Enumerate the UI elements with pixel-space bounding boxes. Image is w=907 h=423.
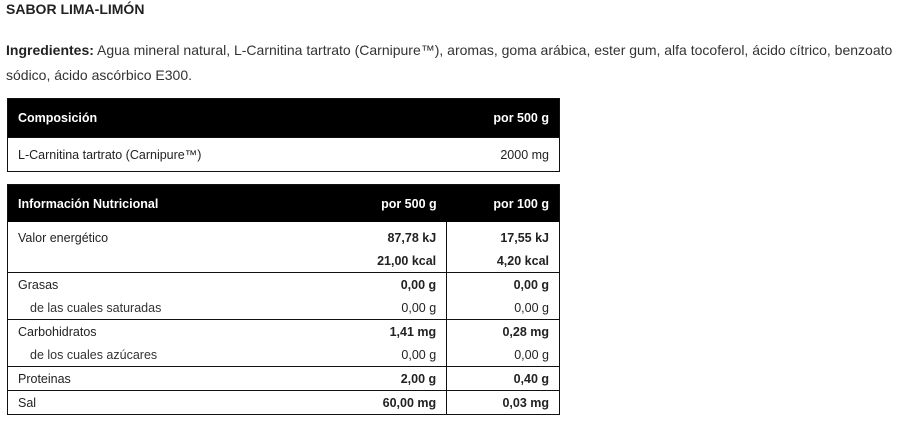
nutrition-row-carbs [8, 320, 560, 344]
nutrient-label: Proteinas [8, 367, 332, 391]
composition-header-label: Composición [8, 99, 410, 138]
ingredients-text: Agua mineral natural, L-Carnitina tartrato (Carnipure™), aromas, goma arábica, ester gum, alfa tocoferol, ácido cítrico, benzoato sódico, ácido ascórbico E300. [6, 42, 893, 83]
nutrition-header-row [8, 185, 560, 223]
nutrition-header-label: Información Nutricional [8, 185, 332, 223]
nutrient-per500: 21,00 kcal [377, 253, 437, 268]
nutrient-per500: 1,41 mg [332, 320, 447, 344]
nutrient-sublabel: de los cuales azúcares [30, 347, 158, 362]
nutrient-per100: 0,28 mg [447, 320, 560, 344]
ingredients-label: Ingredientes: [6, 42, 94, 58]
flavor-title: SABOR LIMA-LIMÓN [6, 1, 145, 17]
nutrient-per100: 0,00 g [447, 273, 560, 297]
nutrient-per100: 17,55 kJ [447, 222, 560, 249]
ingredients-paragraph [6, 38, 906, 88]
nutrition-row-sugars [8, 343, 560, 367]
composition-row [8, 138, 560, 172]
nutrition-row-protein [8, 367, 560, 391]
nutrient-per500: 87,78 kJ [387, 230, 437, 245]
nutrient-per500: 0,00 g [401, 347, 437, 362]
nutrient-label: Valor energético [18, 230, 109, 245]
nutrient-per100: 4,20 kcal [447, 249, 560, 273]
nutrient-per100: 0,03 mg [447, 391, 560, 415]
nutrition-row-energy-kcal [8, 249, 560, 273]
composition-header-amount: por 500 g [410, 99, 560, 138]
nutrition-row-salt [8, 391, 560, 415]
nutrient-per500: 60,00 mg [332, 391, 447, 415]
nutrient-label: Carbohidratos [8, 320, 332, 344]
nutrient-label [8, 249, 332, 273]
nutrition-header-per100: por 100 g [447, 185, 560, 223]
composition-ingredient: L-Carnitina tartrato (Carnipure™) [8, 138, 410, 172]
nutrition-header-per500: por 500 g [332, 185, 447, 223]
nutrition-table [7, 184, 560, 415]
nutrient-per100: 0,00 g [447, 296, 560, 320]
nutrition-row-energy-kj [8, 222, 560, 249]
nutrition-row-saturated [8, 296, 560, 320]
nutrient-per100: 0,40 g [447, 367, 560, 391]
nutrition-row-fat [8, 273, 560, 297]
nutrient-per100: 0,00 g [447, 343, 560, 367]
nutrient-per500: 0,00 g [332, 273, 447, 297]
nutrient-sublabel: de las cuales saturadas [30, 300, 162, 315]
nutrient-per500: 2,00 g [332, 367, 447, 391]
nutrient-label: Sal [8, 391, 332, 415]
composition-table [7, 98, 560, 172]
composition-amount: 2000 mg [410, 138, 560, 172]
composition-header-row [8, 99, 560, 138]
nutrient-per500: 0,00 g [401, 300, 437, 315]
nutrient-label: Grasas [8, 273, 332, 297]
